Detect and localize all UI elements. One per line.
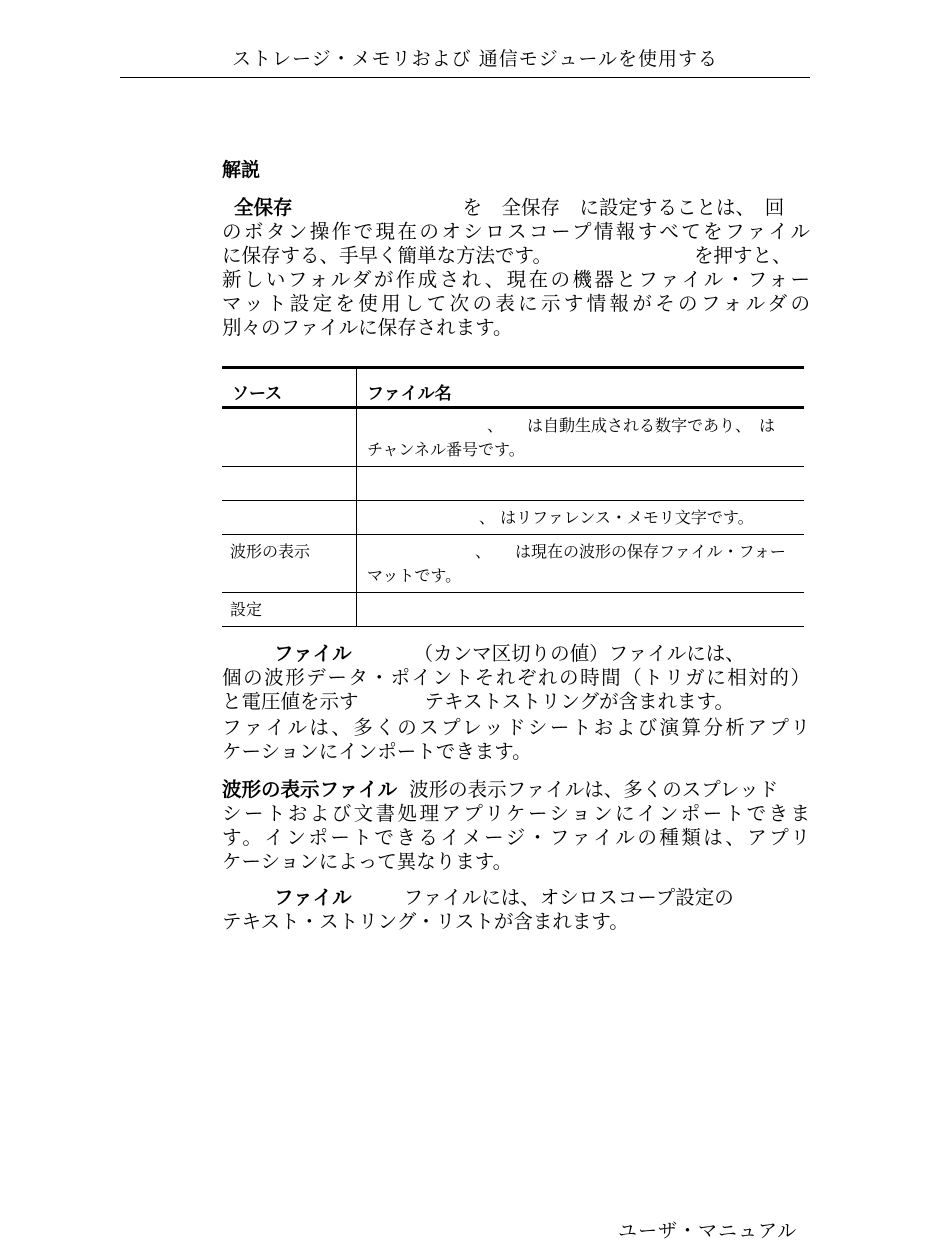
cell-filename — [357, 467, 805, 501]
text-line: ケーションにインポートできます。 — [222, 740, 532, 763]
text-line — [222, 886, 810, 910]
text-line: ケーションによって異なります。 — [222, 850, 513, 873]
table-row — [222, 501, 804, 535]
text-segment: に保存する、手早く簡単な方法です。 — [222, 244, 552, 267]
cell-line: 、 は現在の波形の保存ファイル・フォー — [475, 542, 786, 561]
paragraph-save-all — [222, 196, 810, 340]
page-footer: ユーザ・マニュアル — [618, 1220, 798, 1242]
cell-filename — [357, 408, 805, 467]
cell-line: チャンネル番号です。 — [367, 440, 525, 459]
cell-source — [222, 501, 357, 535]
cell-filename — [357, 501, 805, 535]
text-line: テキスト・ストリング・リストが含まれます。 — [222, 910, 629, 933]
text-line — [222, 244, 810, 268]
text-line: ファイルは、多くのスプレッドシートおよび演算分析アプリ — [222, 716, 810, 739]
text-segment: ファイルには、オシロスコープ設定の — [403, 886, 734, 909]
column-header-filename: ファイル名 — [357, 368, 805, 408]
cell-filename — [357, 535, 805, 593]
cell-line: マットです。 — [367, 566, 462, 585]
cell-line — [367, 472, 796, 496]
paragraph-screen-image — [222, 778, 810, 874]
cell-line — [367, 598, 796, 622]
text-line: す。インポートできるイメージ・ファイルの種類は、アプリ — [222, 826, 810, 849]
text-line — [222, 690, 810, 714]
column-header-source: ソース — [222, 368, 357, 408]
text-line: シートおよび文書処理アプリケーションにインポートできま — [222, 802, 810, 825]
term-screen-image-file: 波形の表示ファイル — [222, 778, 398, 801]
text-segment: （カンマ区切りの値）ファイルには、 — [413, 642, 745, 665]
text-line: 新しいフォルダが作成され、現在の機器とファイル・フォー — [222, 268, 810, 291]
table-row — [222, 408, 804, 467]
cell-source: 波形の表示 — [222, 535, 357, 593]
text-segment: と電圧値を示す — [222, 690, 359, 713]
cell-filename — [357, 593, 805, 627]
text-line: 個の波形データ・ポイントそれぞれの時間（トリガに相対的） — [222, 666, 810, 689]
cell-line: 、 はリファレンス・メモリ文字です。 — [479, 508, 754, 527]
paragraph-csv-file — [222, 642, 810, 764]
table-header-row — [222, 368, 804, 408]
text-segment: を押すと、 — [693, 244, 792, 267]
text-line: のボタン操作で現在のオシロスコープ情報すべてをファイル — [222, 220, 810, 243]
text-segment: テキストストリングが含まれます。 — [424, 690, 734, 713]
text-line — [222, 196, 810, 220]
paragraph-setup-file — [222, 886, 810, 934]
text-line — [222, 778, 810, 802]
table-row — [222, 593, 804, 627]
text-line: 別々のファイルに保存されます。 — [222, 316, 513, 339]
section-title: 解説 — [222, 159, 261, 181]
term-file: ファイル — [274, 642, 352, 665]
text-segment: を 全保存 に設定することは、 回 — [462, 196, 785, 219]
table-row — [222, 535, 804, 593]
cell-source — [222, 408, 357, 467]
text-line — [222, 642, 810, 666]
term-save-all: 全保存 — [234, 196, 293, 219]
cell-line: 、 は自動生成される数字であり、 は — [487, 416, 776, 435]
cell-source: 設定 — [222, 593, 357, 627]
text-segment: 波形の表示ファイルは、多くのスプレッド — [409, 778, 779, 801]
header-divider — [120, 77, 810, 78]
table-row — [222, 467, 804, 501]
page-header: ストレージ・メモリおよび 通信モジュールを使用する — [232, 48, 718, 70]
term-file: ファイル — [274, 886, 352, 909]
cell-source — [222, 467, 357, 501]
text-line: マット設定を使用して次の表に示す情報がそのフォルダの — [222, 292, 810, 315]
file-table — [222, 366, 804, 627]
